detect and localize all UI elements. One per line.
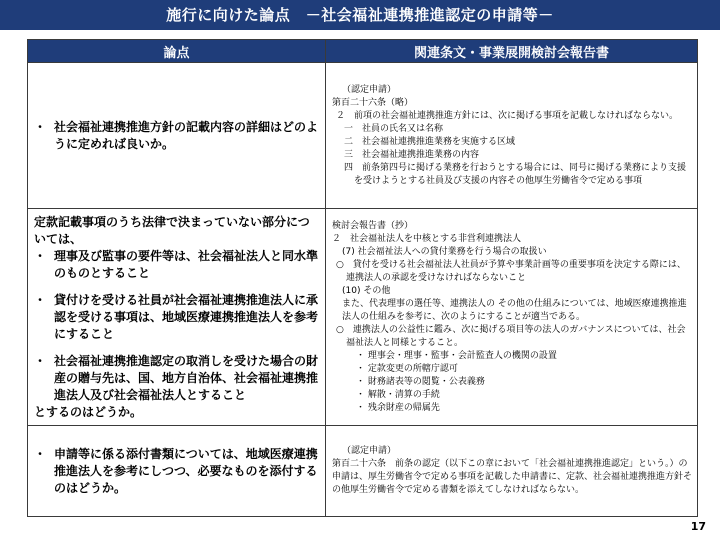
related-cell — [326, 426, 698, 517]
issues-table — [27, 39, 698, 517]
related-cell — [326, 63, 698, 209]
report-line: ○ 連携法人の公益性に鑑み、次に掲げる項目等の法人のガバナンスについては、社会福祉法人と同様とすること。 — [336, 324, 686, 348]
article-line: 第百二十六条（略） — [332, 97, 414, 108]
issue-outro: とするのはどうか。 — [34, 404, 143, 419]
related-cell — [326, 209, 698, 426]
bullet-mark: ・ — [34, 119, 47, 134]
issue-text: 申請等に係る添付書類については、地域医療連携推進法人を参考にしつつ、必要なものを添付するのはどうか。 — [54, 446, 318, 495]
bullet-mark: ・ — [34, 446, 47, 461]
article-line: 第百二十六条 前条の認定（以下この章において「社会福祉連携推進認定」という。）の申請は、厚生労働省令で定める事項を記載した申請書に、定款、社会福祉連携推進方針その他厚生労働省令で定める書類を添えてしなければならない。 — [332, 459, 693, 495]
header-related: 関連条文・事業展開検討会報告書 — [326, 40, 698, 63]
report-item: ・ 理事会・理事・監事・会計監査人の機関の設置 — [356, 350, 557, 361]
article-item: 三 社会福祉連携推進業務の内容 — [344, 149, 480, 160]
report-item: ・ 残余財産の帰属先 — [356, 402, 440, 413]
article-item: 四 前条第四号に掲げる業務を行おうとする場合には、同号に掲げる業務により支援を受けようとする社員及び支援の内容その他厚生労働省令で定める事項 — [344, 162, 687, 186]
report-line: (7) 社会福祉法人への貸付業務を行う場合の取扱い — [342, 246, 547, 257]
report-heading: 検討会報告書（抄） — [332, 220, 414, 231]
page-title: 施行に向けた論点 －社会福祉連携推進認定の申請等－ — [166, 6, 554, 24]
issue-text: 社会福祉連携推進方針の記載内容の詳細はどのように定めれば良いか。 — [54, 119, 319, 151]
table-row — [28, 209, 698, 426]
page-number: 17 — [690, 520, 706, 533]
report-line: また、代表理事の選任等、連携法人の その他の仕組みについては、地域医療連携推進法人の仕組みを参考に、次のようにすることが適当である。 — [342, 298, 687, 322]
issue-item — [34, 446, 319, 497]
article-heading: （認定申請） — [342, 84, 397, 95]
report-item: ・ 定款変更の所轄庁認可 — [356, 363, 458, 374]
issue-item — [34, 353, 319, 404]
report-line: ○ 貸付を受ける社会福祉法人社員が予算や事業計画等の重要事項を決定する際には、連携法人の承認を受けなければならないこと — [336, 259, 686, 283]
issue-text: 理事及び監事の要件等は、社会福祉法人と同水準のものとすること — [54, 248, 319, 280]
issue-item — [34, 292, 319, 343]
report-line: (10) その他 — [342, 285, 391, 296]
bullet-mark: ・ — [34, 292, 47, 307]
bullet-mark: ・ — [34, 248, 47, 263]
title-bar — [0, 0, 720, 30]
report-item: ・ 解散・清算の手続 — [356, 389, 440, 400]
report-item: ・ 財務諸表等の閲覧・公表義務 — [356, 376, 485, 387]
issue-cell — [28, 209, 326, 426]
table-header-row — [28, 40, 698, 63]
bullet-mark: ・ — [34, 353, 47, 368]
report-line: ２ 社会福祉法人を中核とする非営利連携法人 — [332, 233, 522, 244]
issue-cell — [28, 426, 326, 517]
issue-text: 社会福祉連携推進認定の取消しを受けた場合の財産の贈与先は、国、地方自治体、社会福祉連携推進法人及び社会福祉法人とすること — [54, 353, 319, 402]
issue-cell — [28, 63, 326, 209]
article-item: 一 社員の氏名又は名称 — [344, 123, 444, 134]
issue-intro: 定款記載事項のうち法律で決まっていない部分については、 — [34, 214, 310, 246]
issue-text: 貸付けを受ける社員が社会福祉連携推進法人に承認を受ける事項は、地域医療連携推進法人を参考にすること — [54, 292, 319, 341]
article-item: 二 社会福祉連携推進業務を実施する区域 — [344, 136, 516, 147]
header-issues: 論点 — [28, 40, 326, 63]
issue-item — [34, 248, 319, 282]
table-row — [28, 426, 698, 517]
article-line: ２ 前項の社会福祉連携推進方針には、次に掲げる事項を記載しなければならない。 — [336, 110, 679, 121]
issue-item — [34, 119, 319, 153]
table-row — [28, 63, 698, 209]
article-heading: （認定申請） — [342, 446, 397, 456]
